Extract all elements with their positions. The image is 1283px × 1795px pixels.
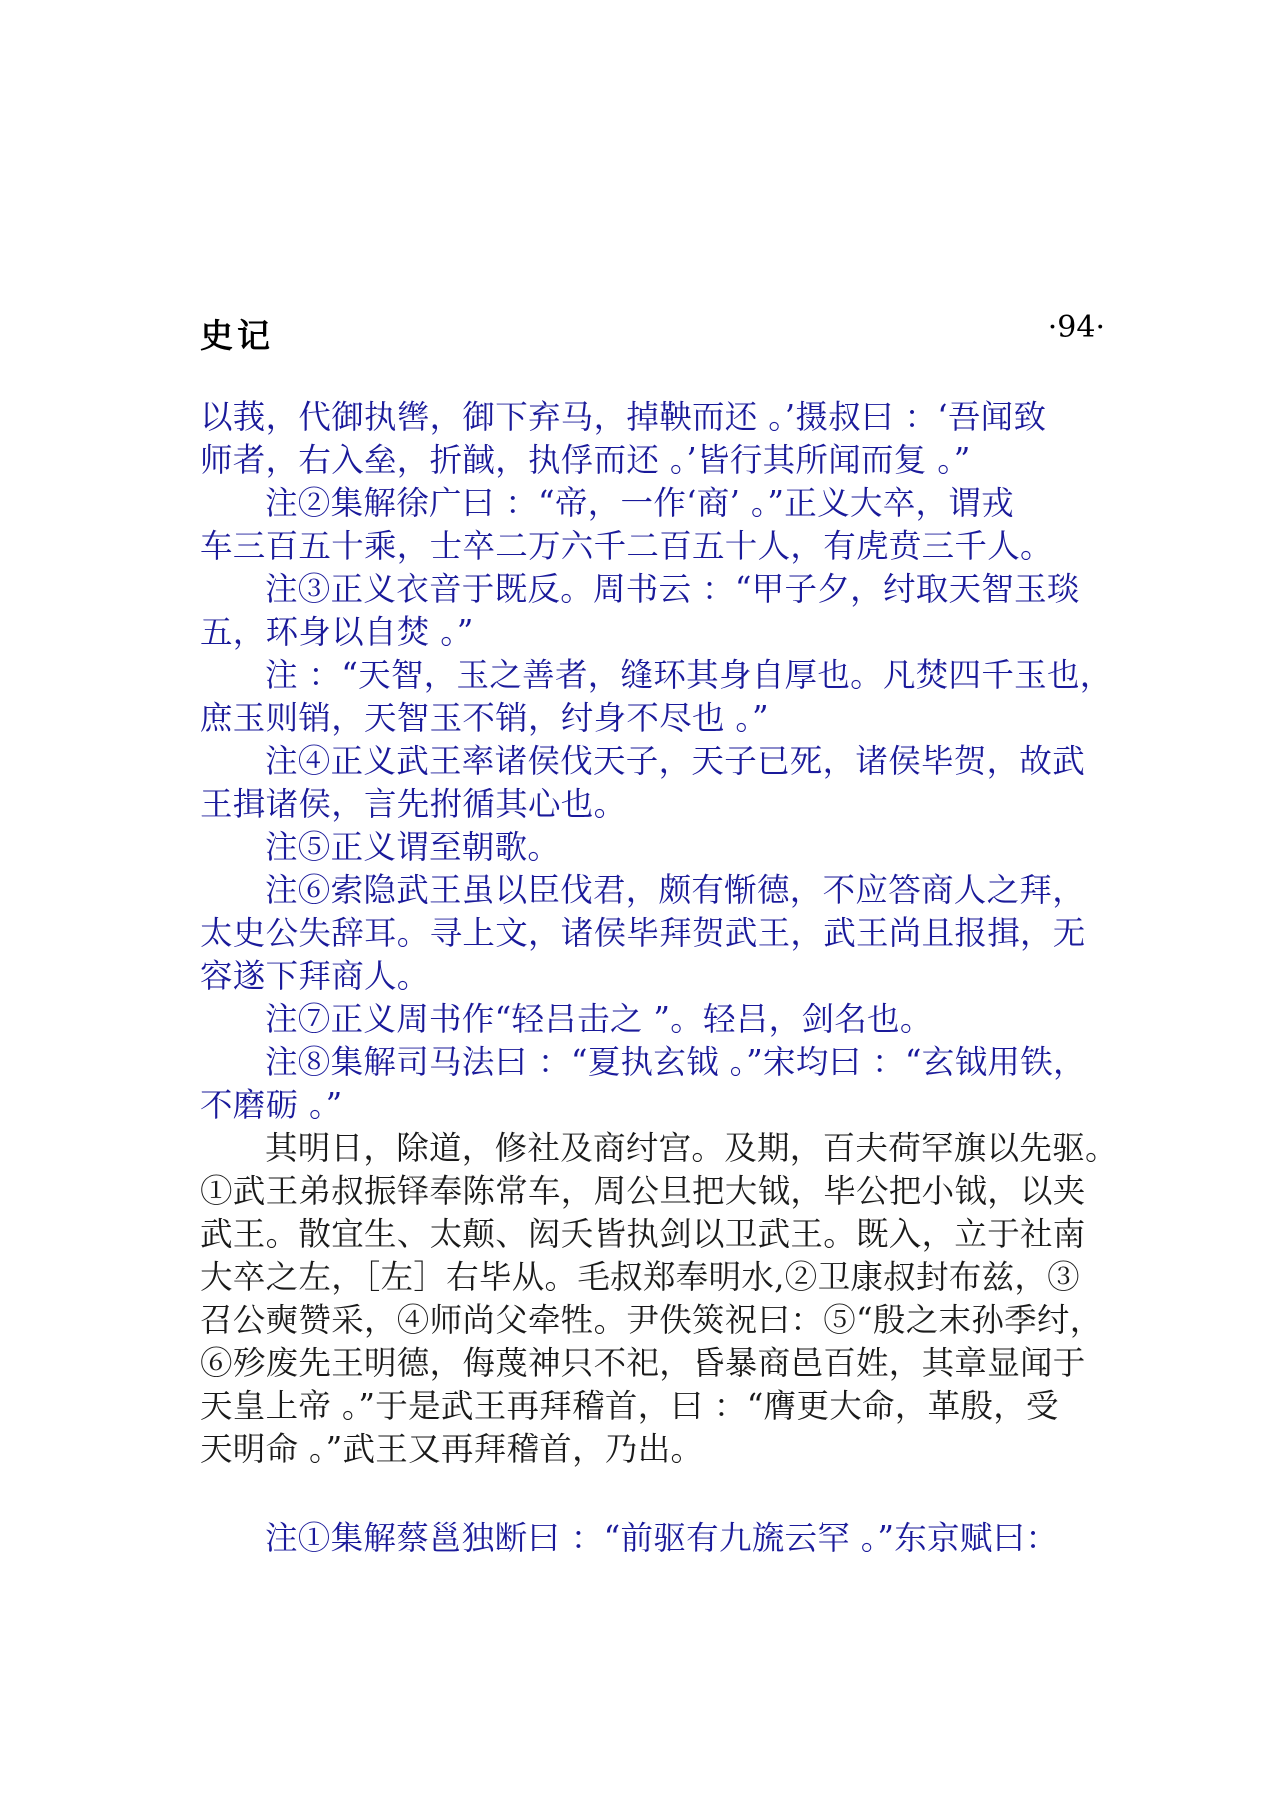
main-text-line: 召公奭赞采，④师尚父牵牲。尹佚筴祝曰：⑤“殷之末孙季纣， <box>200 1301 1103 1339</box>
text-line: 容遂下拜商人。 <box>200 957 430 995</box>
note-line: 注 ：“天智，玉之善者，缝环其身自厚也。凡焚四千玉也， <box>265 656 1113 694</box>
main-text-line: 天皇上帝 。”于是武王再拜稽首，曰 ：“膺更大命，革殷，受 <box>200 1387 1059 1425</box>
book-title: 史记 <box>200 316 274 355</box>
note-line: 注①集解蔡邕独断曰 ：“前驱有九旒云罕 。”东京赋曰： <box>265 1519 1059 1557</box>
text-line: 车三百五十乘，士卒二万六千二百五十人，有虎贲三千人。 <box>200 527 1053 565</box>
note-line: 注⑦正义周书作“轻吕击之 ”。轻吕，剑名也。 <box>265 1000 933 1038</box>
text-line: 庶玉则销，天智玉不销，纣身不尽也 。” <box>200 699 769 737</box>
main-text-line: ⑥殄废先王明德，侮蔑神只不祀，昏暴商邑百姓，其章显闻于 <box>200 1344 1086 1382</box>
text-line: 以莪，代御执辔，御下弃马，掉鞅而还 。’摄叔曰 ：‘吾闻致 <box>200 398 1047 436</box>
text-line: 师者，右入垒，折馘，执俘而还 。’皆行其所闻而复 。” <box>200 441 971 479</box>
main-text-line: 武王。散宜生、太颠、闳夭皆执剑以卫武王。既入，立于社南 <box>200 1215 1086 1253</box>
note-line: 注③正义衣音于既反。周书云 ：“甲子夕，纣取天智玉琰 <box>265 570 1080 608</box>
main-text-line: ①武王弟叔振铎奉陈常车，周公旦把大钺，毕公把小钺，以夹 <box>200 1172 1086 1210</box>
note-line: 注⑧集解司马法曰 ：“夏执玄钺 。”宋均曰 ：“玄钺用铁， <box>265 1043 1086 1081</box>
text-line: 五，环身以自焚 。” <box>200 613 474 651</box>
text-line: 太史公失辞耳。寻上文，诸侯毕拜贺武王，武王尚且报揖，无 <box>200 914 1086 952</box>
text-line: 王揖诸侯，言先拊循其心也。 <box>200 785 627 823</box>
main-text-line: 大卒之左，［左］右毕从。毛叔郑奉明水,②卫康叔封布兹，③ <box>200 1258 1080 1296</box>
note-line: 注②集解徐广曰 ：“帝，一作‘商’ 。”正义大卒，谓戎 <box>265 484 1014 522</box>
page-number: ·94· <box>1047 310 1105 345</box>
running-header <box>200 310 1105 360</box>
page-body <box>200 396 1118 1560</box>
main-text-line: 其明日，除道，修社及商纣宫。及期，百夫荷罕旗以先驱。 <box>265 1129 1118 1167</box>
text-line: 不磨砺 。” <box>200 1086 343 1124</box>
note-line: 注④正义武王率诸侯伐天子，天子已死，诸侯毕贺，故武 <box>265 742 1086 780</box>
note-line: 注⑤正义谓至朝歌。 <box>265 828 561 866</box>
main-text-line: 天明命 。”武王又再拜稽首，乃出。 <box>200 1430 704 1468</box>
note-line: 注⑥索隐武王虽以臣伐君，颇有惭德，不应答商人之拜， <box>265 871 1086 909</box>
paragraph-gap <box>200 1471 1110 1517</box>
